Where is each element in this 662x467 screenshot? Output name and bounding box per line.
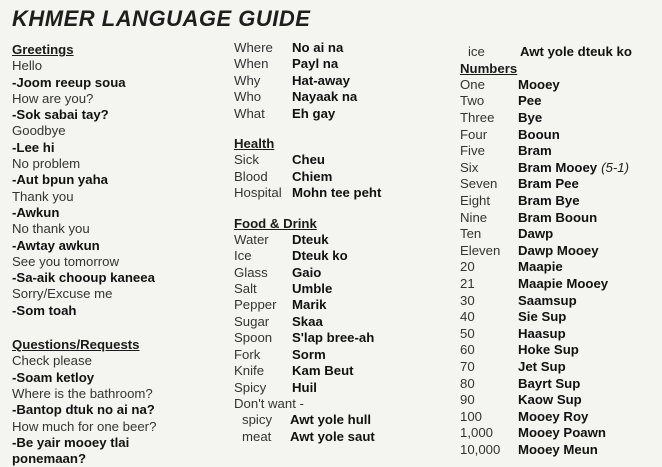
- question-word-row: [234, 73, 464, 89]
- number-row-khmer: Bayrt Sup: [518, 375, 581, 391]
- food-row-english: Ice: [234, 248, 252, 264]
- khmer-phrase: -Awtay awkun: [12, 237, 100, 253]
- number-row-khmer: Pee: [518, 93, 542, 109]
- english-phrase: See you tomorrow: [12, 253, 120, 269]
- food-row: [234, 330, 464, 346]
- number-row-khmer: Dawp: [518, 226, 554, 242]
- dont-want-label: Don't want -: [234, 395, 304, 411]
- food-row-khmer: Dteuk: [292, 231, 329, 247]
- question-word-row-khmer: Nayaak na: [292, 89, 358, 105]
- number-row-english: 80: [460, 375, 475, 391]
- number-row: [460, 376, 660, 393]
- dont-want-row: [234, 412, 464, 428]
- number-row: [460, 77, 660, 94]
- greetings-heading: Greetings: [12, 42, 74, 57]
- number-row-english: 30: [460, 292, 475, 308]
- number-row-khmer: Haasup: [518, 325, 566, 341]
- health-row: [234, 152, 464, 168]
- number-row-khmer: Sie Sup: [518, 309, 567, 325]
- khmer-phrase: -Bantop dtuk no ai na?: [12, 402, 155, 418]
- number-row: [460, 226, 660, 243]
- question-word-row: [234, 89, 464, 105]
- number-row: [460, 425, 660, 442]
- number-row-khmer: Hoke Sup: [518, 342, 579, 358]
- number-row: [460, 442, 660, 459]
- number-row-khmer: Maapie Mooey: [518, 276, 609, 292]
- number-row-english: 40: [460, 309, 475, 325]
- number-row-english: Nine: [460, 209, 488, 225]
- food-row-khmer: Umble: [292, 281, 333, 297]
- health-row-khmer: Cheu: [292, 152, 325, 168]
- number-row: [460, 392, 660, 409]
- column-1: [12, 42, 227, 467]
- food-row-khmer: Sorm: [292, 346, 326, 362]
- food-row-english: Glass: [234, 264, 268, 280]
- number-row-english: 100: [460, 408, 483, 424]
- food-row-english: Salt: [234, 281, 257, 297]
- dont-want-row-english: meat: [242, 428, 272, 444]
- dont-want-row: [234, 429, 464, 445]
- food-row-english: Spicy: [234, 379, 267, 395]
- dont-want-row-khmer: Awt yole saut: [290, 428, 375, 444]
- question-word-row-english: Why: [234, 72, 261, 88]
- number-row: [460, 276, 660, 293]
- number-row-english: Three: [460, 110, 495, 126]
- food-row: [234, 232, 464, 248]
- khmer-phrase: -Awkun: [12, 204, 60, 220]
- number-row-english: 70: [460, 358, 475, 374]
- health-row-english: Sick: [234, 152, 259, 168]
- food-row: [234, 281, 464, 297]
- health-row: [234, 185, 464, 201]
- number-row-khmer: Dawp Mooey: [518, 242, 599, 258]
- number-row: [460, 309, 660, 326]
- english-phrase: Thank you: [12, 188, 74, 204]
- number-row-english: 60: [460, 342, 475, 358]
- question-word-row-english: Who: [234, 89, 262, 105]
- food-heading: Food & Drink: [234, 215, 317, 231]
- food-row: [234, 248, 464, 264]
- khmer-phrase: -Sa-aik chooup kaneea: [12, 270, 155, 286]
- dont-want-list: [234, 412, 464, 445]
- question-word-row: [234, 106, 464, 122]
- number-row-khmer: Kaow Sup: [518, 392, 582, 408]
- food-row: [234, 265, 464, 281]
- number-row: [460, 243, 660, 260]
- number-row-english: Ten: [460, 226, 482, 242]
- food-row-khmer: Skaa: [292, 313, 323, 329]
- food-row: [234, 347, 464, 363]
- number-row-english: Five: [460, 143, 485, 159]
- number-row-english: Six: [460, 159, 479, 175]
- khmer-phrase: -Som toah: [12, 302, 77, 318]
- food-row-khmer: S'lap bree-ah: [292, 330, 375, 346]
- number-row-english: One: [460, 76, 485, 92]
- number-row-khmer: Saamsup: [518, 292, 577, 308]
- number-row: [460, 176, 660, 193]
- food-row-english: Fork: [234, 346, 261, 362]
- number-row-english: Seven: [460, 176, 498, 192]
- question-word-row-khmer: Hat-away: [292, 72, 350, 88]
- english-phrase: Goodbye: [12, 123, 66, 139]
- english-phrase: Sorry/Excuse me: [12, 286, 113, 302]
- number-row: [460, 160, 660, 177]
- page-title: KHMER LANGUAGE GUIDE: [12, 6, 311, 31]
- number-row-english: Four: [460, 126, 488, 142]
- health-row: [234, 169, 464, 185]
- question-word-row: [234, 40, 464, 56]
- number-row-khmer: Mooey Meun: [518, 441, 598, 457]
- food-row-english: Water: [234, 231, 269, 247]
- number-row-english: 90: [460, 392, 475, 408]
- number-row-khmer: Jet Sup: [518, 358, 566, 374]
- number-row: [460, 342, 660, 359]
- number-row-khmer: Bram Bye: [518, 193, 580, 209]
- number-row-english: 10,000: [460, 441, 501, 457]
- food-row: [234, 314, 464, 330]
- question-word-row-khmer: Eh gay: [292, 105, 336, 121]
- food-row-khmer: Gaio: [292, 264, 322, 280]
- food-row-english: Pepper: [234, 297, 277, 313]
- numbers-list: [460, 77, 660, 459]
- health-heading: Health: [234, 136, 275, 152]
- number-row-khmer: Mooey Poawn: [518, 425, 606, 441]
- number-row-english: 21: [460, 276, 475, 292]
- number-row-khmer: Bye: [518, 110, 543, 126]
- number-row: [460, 293, 660, 310]
- number-row: [460, 127, 660, 144]
- number-row: [460, 259, 660, 276]
- english-phrase: No thank you: [12, 221, 90, 237]
- number-row-khmer: Maapie: [518, 259, 563, 275]
- english-phrase: Where is the bathroom?: [12, 385, 153, 401]
- khmer-phrase: -Be yair mooey tlai: [12, 434, 130, 450]
- number-row-khmer: Mooey: [518, 76, 560, 92]
- food-list: [234, 232, 464, 396]
- number-row-english: Eight: [460, 193, 491, 209]
- khmer-phrase: -Joom reeup soua: [12, 74, 126, 90]
- number-row-english: Eleven: [460, 242, 501, 258]
- health-list: [234, 152, 464, 201]
- greetings-list: [12, 58, 227, 319]
- dont-want-row-english: spicy: [242, 412, 273, 428]
- question-word-row-english: What: [234, 105, 265, 121]
- column-2: [234, 40, 464, 445]
- question-word-row: [234, 56, 464, 72]
- questions-heading: Questions/Requests: [12, 337, 140, 353]
- ice-en: ice: [468, 44, 485, 59]
- number-row: [460, 143, 660, 160]
- number-row-khmer: Bram Mooey: [518, 159, 598, 175]
- question-word-row-khmer: No ai na: [292, 40, 344, 55]
- health-row-english: Hospital: [234, 185, 282, 201]
- number-row: [460, 326, 660, 343]
- numbers-heading: Numbers: [460, 60, 518, 76]
- khmer-phrase: -Soam ketloy: [12, 369, 95, 385]
- english-phrase: Hello: [12, 58, 43, 74]
- number-row: [460, 110, 660, 127]
- number-row: [460, 409, 660, 426]
- number-row-english: 20: [460, 259, 475, 275]
- food-row-khmer: Kam Beut: [292, 363, 354, 379]
- ice-row: [460, 44, 660, 61]
- number-row-khmer: Mooey Roy: [518, 408, 589, 424]
- number-row-english: 50: [460, 325, 475, 341]
- food-row: [234, 297, 464, 313]
- health-row-english: Blood: [234, 168, 268, 184]
- number-row-english: Two: [460, 93, 485, 109]
- number-row-khmer: Bram Pee: [518, 176, 579, 192]
- food-row: [234, 363, 464, 379]
- food-row-khmer: Marik: [292, 297, 327, 313]
- health-row-khmer: Chiem: [292, 168, 333, 184]
- food-row: [234, 380, 464, 396]
- ice-kh: Awt yole dteuk ko: [520, 44, 632, 59]
- food-row-khmer: Huil: [292, 379, 317, 395]
- khmer-phrase: -Sok sabai tay?: [12, 107, 109, 123]
- question-word-row-khmer: Payl na: [292, 56, 339, 72]
- food-row-english: Spoon: [234, 330, 273, 346]
- english-phrase: No problem: [12, 156, 81, 172]
- column-3: [460, 44, 660, 459]
- number-row-khmer: Booun: [518, 126, 560, 142]
- number-row: [460, 359, 660, 376]
- food-row-khmer: Dteuk ko: [292, 248, 348, 264]
- question-word-row-english: When: [234, 56, 269, 72]
- health-row-khmer: Mohn tee peht: [292, 185, 382, 201]
- number-row: [460, 93, 660, 110]
- english-phrase: Check please: [12, 353, 92, 369]
- number-row-note: (5-1): [601, 159, 629, 175]
- english-phrase: How much for one beer?: [12, 418, 157, 434]
- questions-list: [12, 353, 227, 467]
- khmer-phrase: ponemaan?: [12, 451, 87, 467]
- number-row: [460, 193, 660, 210]
- number-row-khmer: Bram Booun: [518, 209, 598, 225]
- question-words-list: [234, 40, 464, 122]
- number-row-english: 1,000: [460, 425, 494, 441]
- khmer-phrase: -Lee hi: [12, 139, 55, 155]
- english-phrase: How are you?: [12, 90, 94, 106]
- food-row-english: Knife: [234, 363, 265, 379]
- dont-want-row-khmer: Awt yole hull: [290, 412, 372, 428]
- question-word-row-english: Where: [234, 40, 273, 55]
- food-row-english: Sugar: [234, 313, 270, 329]
- number-row: [460, 210, 660, 227]
- khmer-phrase: -Aut bpun yaha: [12, 172, 108, 188]
- number-row-khmer: Bram: [518, 143, 552, 159]
